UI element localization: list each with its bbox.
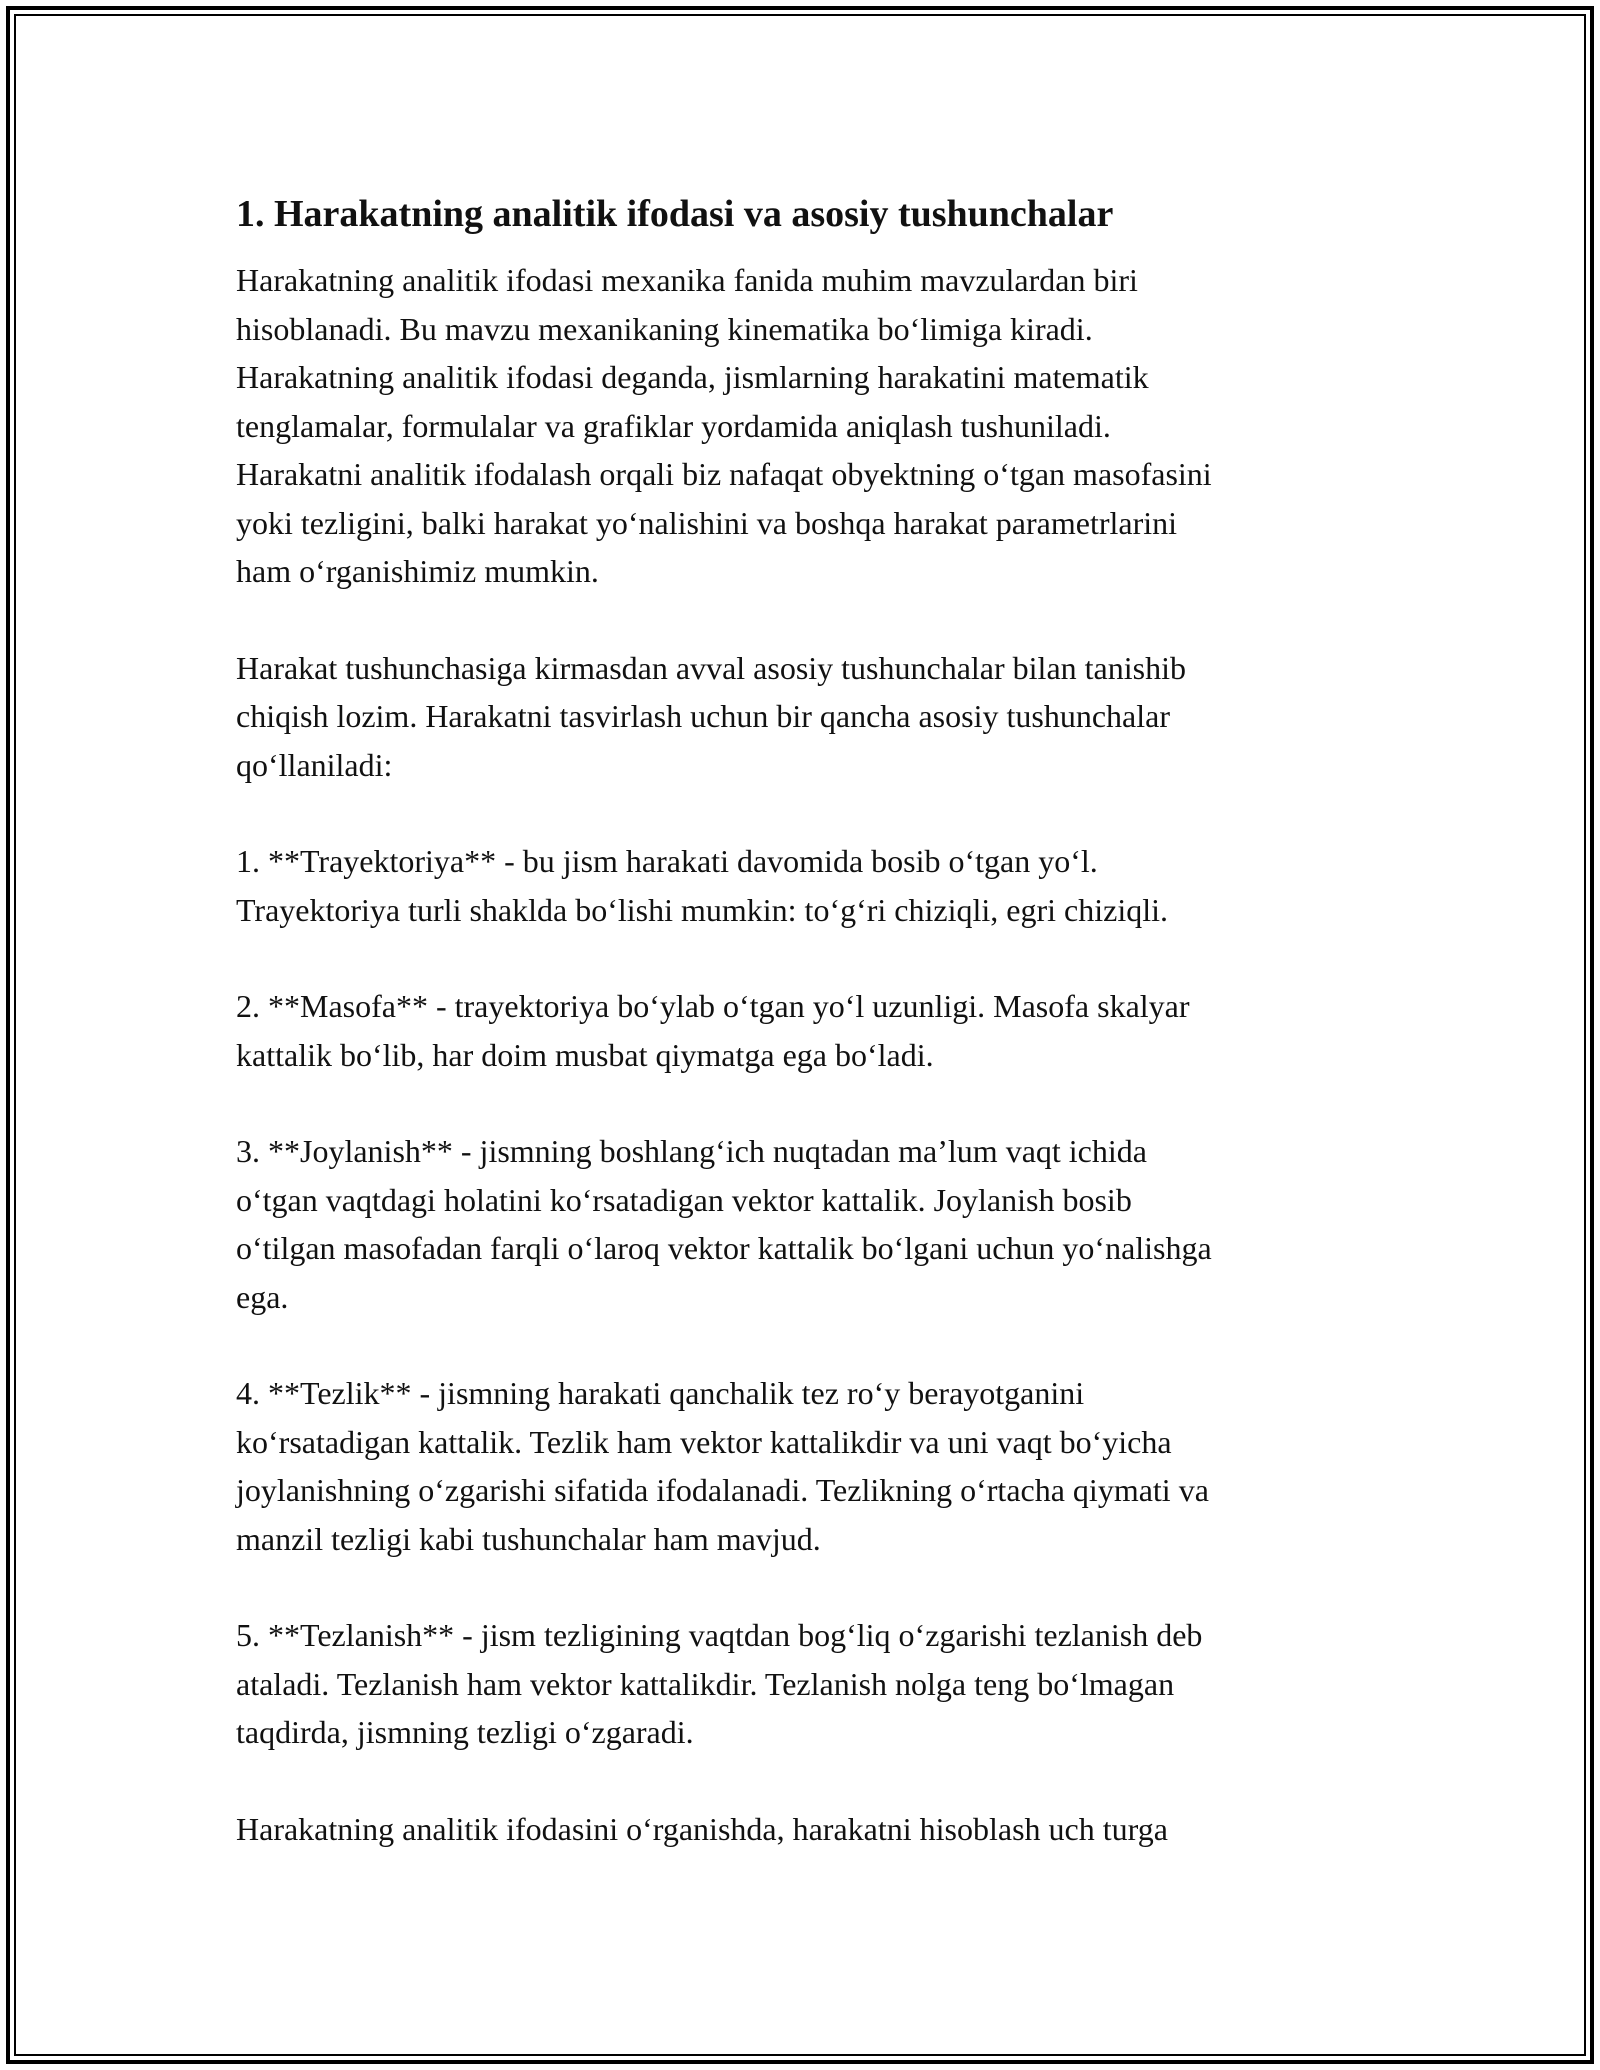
list-item-displacement: 3. **Joylanish** - jismning boshlang‘ich nuqtadan ma’lum vaqt ichida o‘tgan vaqtdagi holatini ko‘rsatadigan vektor kattalik. Joylanish bosib o‘tilgan masofadan farqli o‘laroq vektor kattalik bo‘lgani uchun yo‘nalishga ega.: [236, 1133, 1212, 1315]
list-item-velocity: 4. **Tezlik** - jismning harakati qanchalik tez ro‘y berayotganini ko‘rsatadigan kattalik. Tezlik ham vektor kattalikdir va uni vaqt bo‘yicha joylanishning o‘zgarishi sifatida ifodalanadi. Tezlikning o‘rtacha qiymati va manzil tezligi kabi tushunchalar ham mavjud.: [236, 1375, 1209, 1557]
paragraph-concepts-intro: Harakat tushunchasiga kirmasdan avval asosiy tushunchalar bilan tanishib chiqish lozim. Harakatni tasvirlash uchun bir qancha asosiy tushunchalar qo‘llaniladi:: [236, 649, 1186, 783]
paragraph-closing: Harakatning analitik ifodasini o‘rganishda, harakatni hisoblash uch turga: [236, 1810, 1168, 1847]
section-heading: 1. Harakatning analitik ifodasi va asosiy tushunchalar: [236, 193, 1114, 235]
document-body: [236, 186, 1376, 1901]
paragraph-intro: Harakatning analitik ifodasi mexanika fanida muhim mavzulardan biri hisoblanadi. Bu mavzu mexanikaning kinematika bo‘limiga kiradi. Harakatning analitik ifodasi deganda, jismlarning harakatini matematik tenglamalar, formulalar va grafiklar yordamida aniqlash tushuniladi. Harakatni analitik ifodalash orqali biz nafaqat obyektning o‘tgan masofasini yoki tezligini, balki harakat yo‘nalishini va boshqa harakat parametrlarini ham o‘rganishimiz mumkin.: [236, 262, 1212, 589]
list-item-acceleration: 5. **Tezlanish** - jism tezligining vaqtdan bog‘liq o‘zgarishi tezlanish deb ataladi. Tezlanish ham vektor kattalikdir. Tezlanish nolga teng bo‘lmagan taqdirda, jismning tezligi o‘zgaradi.: [236, 1617, 1203, 1750]
list-item-distance: 2. **Masofa** - trayektoriya bo‘ylab o‘tgan yo‘l uzunligi. Masofa skalyar kattalik bo‘lib, har doim musbat qiymatga ega bo‘ladi.: [236, 988, 1190, 1073]
list-item-trajectory: 1. **Trayektoriya** - bu jism harakati davomida bosib o‘tgan yo‘l. Trayektoriya turli shaklda bo‘lishi mumkin: to‘g‘ri chiziqli, egri chiziqli.: [236, 843, 1168, 928]
